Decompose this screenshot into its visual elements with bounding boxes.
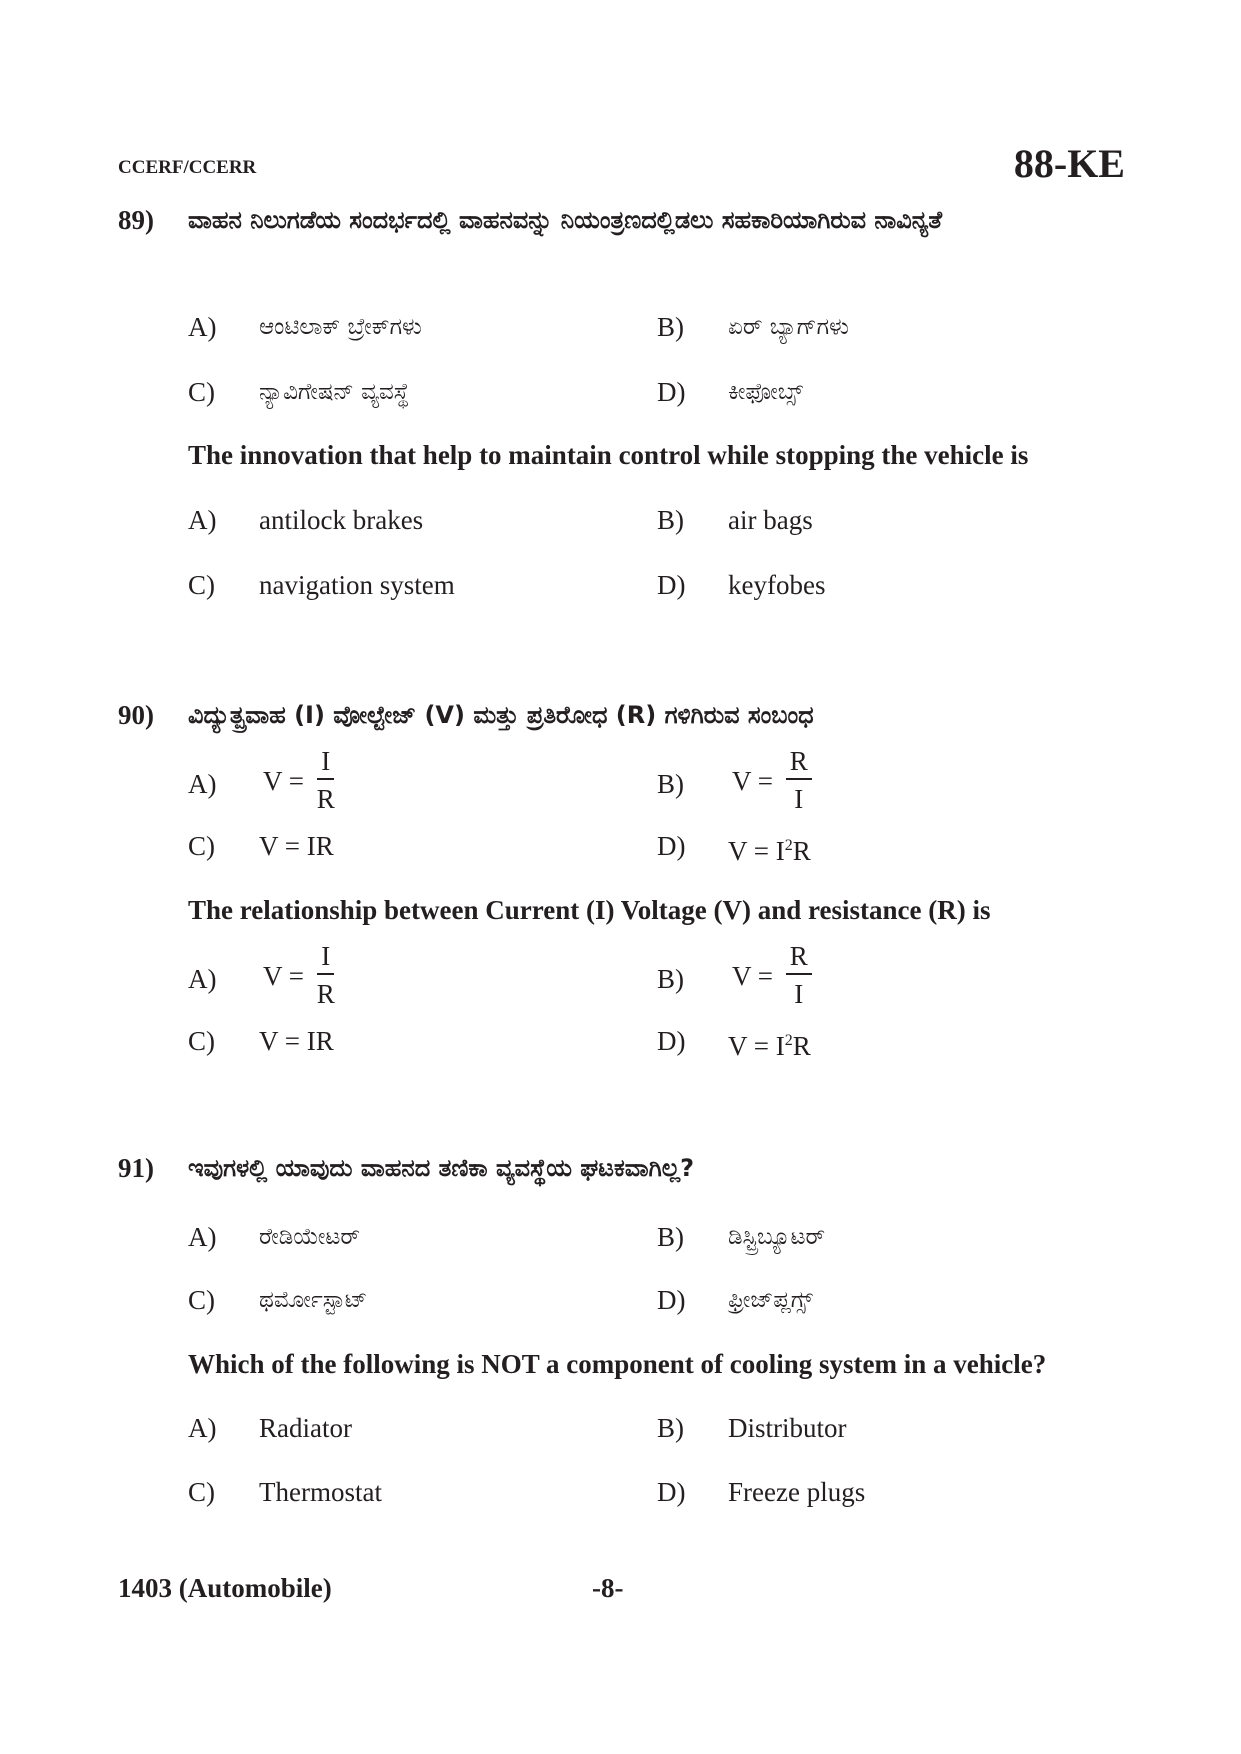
option-b-formula: [657, 746, 1057, 814]
fraction: [317, 939, 335, 1013]
numerator: R: [786, 744, 812, 780]
option-letter: D): [657, 831, 686, 861]
exam-code: CCERF/CCERR: [118, 157, 257, 178]
option-b-kannada: [657, 1219, 1057, 1255]
formula-lhs: V =: [732, 766, 773, 796]
denominator: I: [794, 784, 804, 814]
option-text: keyfobes: [728, 570, 826, 600]
denominator: R: [316, 784, 335, 814]
set-code: 88-KE: [1013, 141, 1125, 186]
formula-lhs: V =: [263, 766, 304, 796]
option-a-formula: [188, 941, 588, 1009]
option-text: ರೇಡಿಯೇಟರ್: [259, 1224, 361, 1250]
option-text: Radiator: [259, 1413, 352, 1443]
option-text: Distributor: [728, 1413, 847, 1443]
option-letter: C): [188, 570, 215, 600]
option-d-english: [657, 1474, 1057, 1510]
question-text-english: The innovation that help to maintain control while stopping the vehicle is: [188, 440, 1029, 470]
option-letter: B): [657, 964, 684, 994]
option-c-english: [188, 1474, 588, 1510]
option-text: ಥರ್ಮೋಸ್ಟಾಟ್: [259, 1287, 368, 1313]
question-text-english: Which of the following is NOT a component of cooling system in a vehicle?: [188, 1349, 1047, 1379]
option-text: navigation system: [259, 570, 455, 600]
option-letter: A): [188, 505, 217, 535]
fraction: [317, 744, 335, 818]
question-text-kannada: ವಿದ್ಯುತ್ಪ್ರವಾಹ (I) ವೋಲ್ಟೇಜ್ (V) ಮತ್ತು ಪ್ರತಿರೋಧ (R) ಗಳಿಗಿರುವ ಸಂಬಂಧ: [188, 701, 814, 729]
option-a-english: [188, 502, 588, 538]
formula-exponent: 2: [784, 1032, 793, 1049]
option-text: V = IR: [259, 831, 334, 861]
option-d-formula: [657, 828, 1057, 864]
numerator: I: [317, 744, 334, 780]
option-letter: C): [188, 1285, 215, 1315]
option-letter: D): [657, 570, 686, 600]
option-letter: D): [657, 1285, 686, 1315]
option-a-kannada: [188, 1219, 588, 1255]
option-text: ನ್ಯಾವಿಗೇಷನ್ ವ್ಯವಸ್ಥೆ: [259, 379, 410, 405]
option-c-kannada: [188, 374, 588, 410]
numerator: R: [786, 939, 812, 975]
option-text: [728, 828, 811, 869]
option-letter: B): [657, 505, 684, 535]
fraction: [786, 744, 812, 818]
option-letter: A): [188, 1222, 217, 1252]
option-letter: C): [188, 1026, 215, 1056]
question-number: 91): [118, 1153, 154, 1183]
formula-base: V = I: [728, 1031, 785, 1061]
option-c-formula: [188, 1023, 588, 1059]
denominator: R: [316, 979, 335, 1009]
option-b-english: [657, 1410, 1057, 1446]
option-text: air bags: [728, 505, 813, 535]
question-number: 90): [118, 700, 154, 730]
formula-tail: R: [792, 1031, 811, 1061]
option-letter: B): [657, 769, 684, 799]
option-c-kannada: [188, 1282, 588, 1318]
option-b-kannada: [657, 309, 1057, 345]
option-b-english: [657, 502, 1057, 538]
formula-exponent: 2: [784, 837, 793, 854]
option-letter: C): [188, 377, 215, 407]
option-d-formula: [657, 1023, 1057, 1059]
option-a-formula: [188, 746, 588, 814]
option-letter: A): [188, 964, 217, 994]
footer-subject: 1403 (Automobile): [118, 1573, 332, 1603]
option-text: ಕೀಫೋಬ್ಸ್: [728, 379, 803, 405]
formula-lhs: V =: [263, 961, 304, 991]
option-letter: B): [657, 1413, 684, 1443]
option-d-kannada: [657, 1282, 1057, 1318]
option-letter: A): [188, 1413, 217, 1443]
page-number: -8-: [592, 1573, 624, 1603]
option-text: [728, 1023, 811, 1064]
denominator: I: [794, 979, 804, 1009]
option-letter: A): [188, 312, 217, 342]
formula-base: V = I: [728, 836, 785, 866]
option-text: ಏರ್ ಬ್ಯಾಗ್‌ಗಳು: [728, 314, 849, 340]
option-text: ಡಿಸ್ಟ್ರಿಬ್ಯೂಟರ್: [728, 1224, 826, 1250]
option-letter: D): [657, 377, 686, 407]
option-text: ಆಂಟಿಲಾಕ್ ಬ್ರೇಕ್‌ಗಳು: [259, 314, 422, 340]
option-letter: D): [657, 1026, 686, 1056]
option-text: antilock brakes: [259, 505, 424, 535]
question-text-kannada: ಇವುಗಳಲ್ಲಿ ಯಾವುದು ವಾಹನದ ತಣಿಕಾ ವ್ಯವಸ್ಥೆಯ ಘಟಕವಾಗಿಲ್ಲ?: [188, 1154, 695, 1182]
question-number: 89): [118, 205, 154, 235]
option-text: ಫ್ರೀಜ್‌ಪ್ಲಗ್ಸ್: [728, 1287, 813, 1313]
option-text: V = IR: [259, 1026, 334, 1056]
option-text: Freeze plugs: [728, 1477, 866, 1507]
formula-lhs: V =: [732, 961, 773, 991]
question-text-english: The relationship between Current (I) Voltage (V) and resistance (R) is: [188, 895, 991, 925]
option-letter: B): [657, 312, 684, 342]
option-d-kannada: [657, 374, 1057, 410]
option-b-formula: [657, 941, 1057, 1009]
question-text-kannada: ವಾಹನ ನಿಲುಗಡೆಯ ಸಂದರ್ಭದಲ್ಲಿ ವಾಹನವನ್ನು ನಿಯಂತ್ರಣದಲ್ಲಿಡಲು ಸಹಕಾರಿಯಾಗಿರುವ ನಾವಿನ್ಯತೆ: [188, 206, 943, 234]
option-letter: C): [188, 831, 215, 861]
numerator: I: [317, 939, 334, 975]
formula-tail: R: [792, 836, 811, 866]
option-letter: D): [657, 1477, 686, 1507]
fraction: [786, 939, 812, 1013]
option-c-formula: [188, 828, 588, 864]
option-d-english: [657, 567, 1057, 603]
option-c-english: [188, 567, 588, 603]
option-letter: B): [657, 1222, 684, 1252]
option-a-english: [188, 1410, 588, 1446]
option-letter: A): [188, 769, 217, 799]
option-a-kannada: [188, 309, 588, 345]
option-text: Thermostat: [259, 1477, 382, 1507]
option-letter: C): [188, 1477, 215, 1507]
